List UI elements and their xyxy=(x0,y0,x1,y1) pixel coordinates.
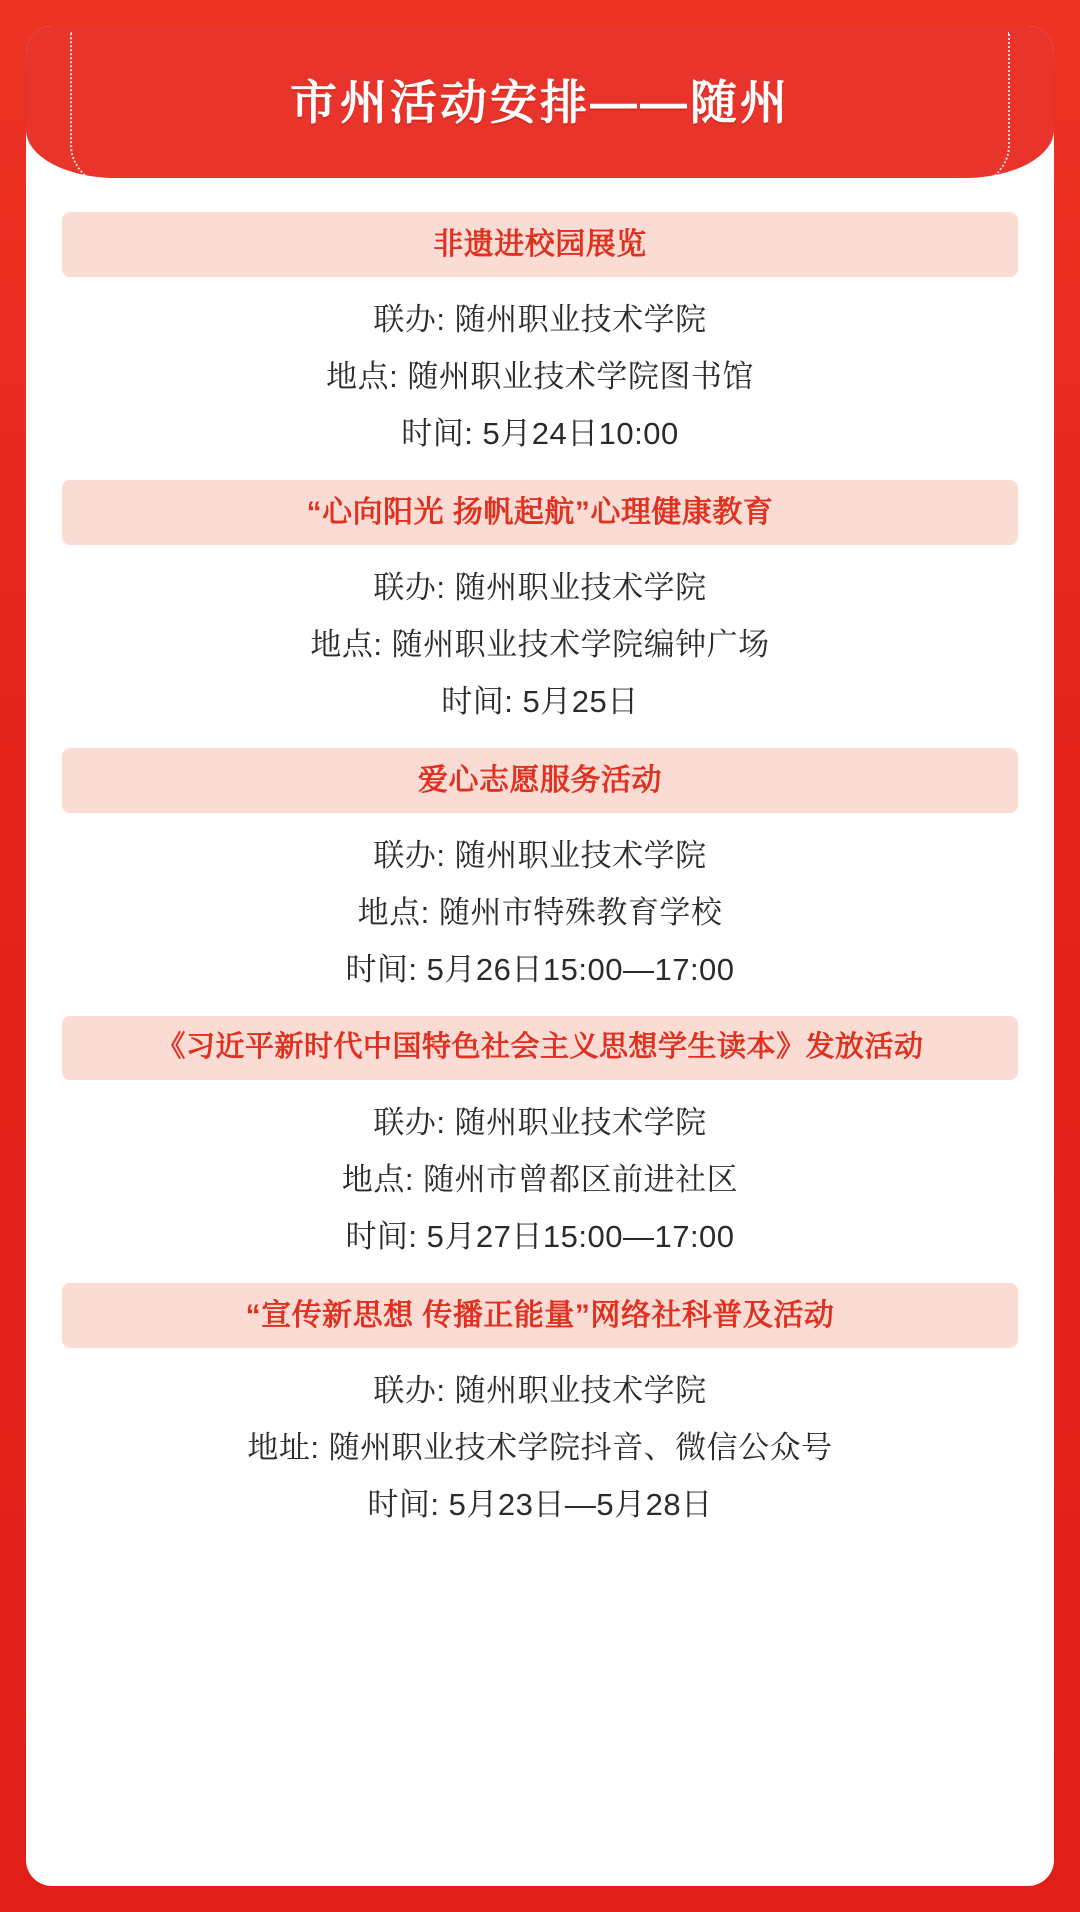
event-item xyxy=(62,748,1018,1008)
event-title: 《习近平新时代中国特色社会主义思想学生读本》发放活动 xyxy=(62,1016,1018,1080)
event-time: 时间: 5月24日10:00 xyxy=(401,416,679,451)
event-details xyxy=(62,1080,1018,1275)
event-organizer: 联办: 随州职业技术学院 xyxy=(373,838,707,873)
event-location: 地点: 随州市特殊教育学校 xyxy=(357,895,723,930)
event-title: 爱心志愿服务活动 xyxy=(62,748,1018,813)
event-details xyxy=(62,1348,1018,1543)
event-item xyxy=(62,1016,1018,1275)
header-banner xyxy=(26,26,1054,178)
event-title: 非遗进校园展览 xyxy=(62,212,1018,277)
event-item xyxy=(62,1283,1018,1543)
event-location: 地点: 随州市曾都区前进社区 xyxy=(341,1161,739,1197)
event-item xyxy=(62,480,1018,740)
header-banner-inner xyxy=(26,26,1054,178)
event-location: 地点: 随州职业技术学院图书馆 xyxy=(326,359,754,394)
event-organizer: 联办: 随州职业技术学院 xyxy=(373,302,707,337)
event-time: 时间: 5月25日 xyxy=(441,684,639,719)
events-list xyxy=(26,212,1054,1551)
event-details xyxy=(62,277,1018,472)
event-title: “宣传新思想 传播正能量”网络社科普及活动 xyxy=(62,1283,1018,1348)
event-title: “心向阳光 扬帆起航”心理健康教育 xyxy=(62,480,1018,545)
event-time: 时间: 5月23日—5月28日 xyxy=(367,1486,713,1522)
event-details xyxy=(62,813,1018,1008)
event-time: 时间: 5月27日15:00—17:00 xyxy=(345,1218,735,1254)
event-item xyxy=(62,212,1018,472)
event-details xyxy=(62,545,1018,740)
page-title: 市州活动安排——随州 xyxy=(290,75,790,129)
poster-card xyxy=(26,26,1054,1886)
event-organizer: 联办: 随州职业技术学院 xyxy=(373,570,707,605)
event-location: 地点: 随州职业技术学院编钟广场 xyxy=(310,627,770,662)
event-time: 时间: 5月26日15:00—17:00 xyxy=(345,952,735,987)
event-organizer: 联办: 随州职业技术学院 xyxy=(373,1104,707,1140)
event-location: 地址: 随州职业技术学院抖音、微信公众号 xyxy=(247,1429,833,1465)
event-organizer: 联办: 随州职业技术学院 xyxy=(373,1372,707,1408)
